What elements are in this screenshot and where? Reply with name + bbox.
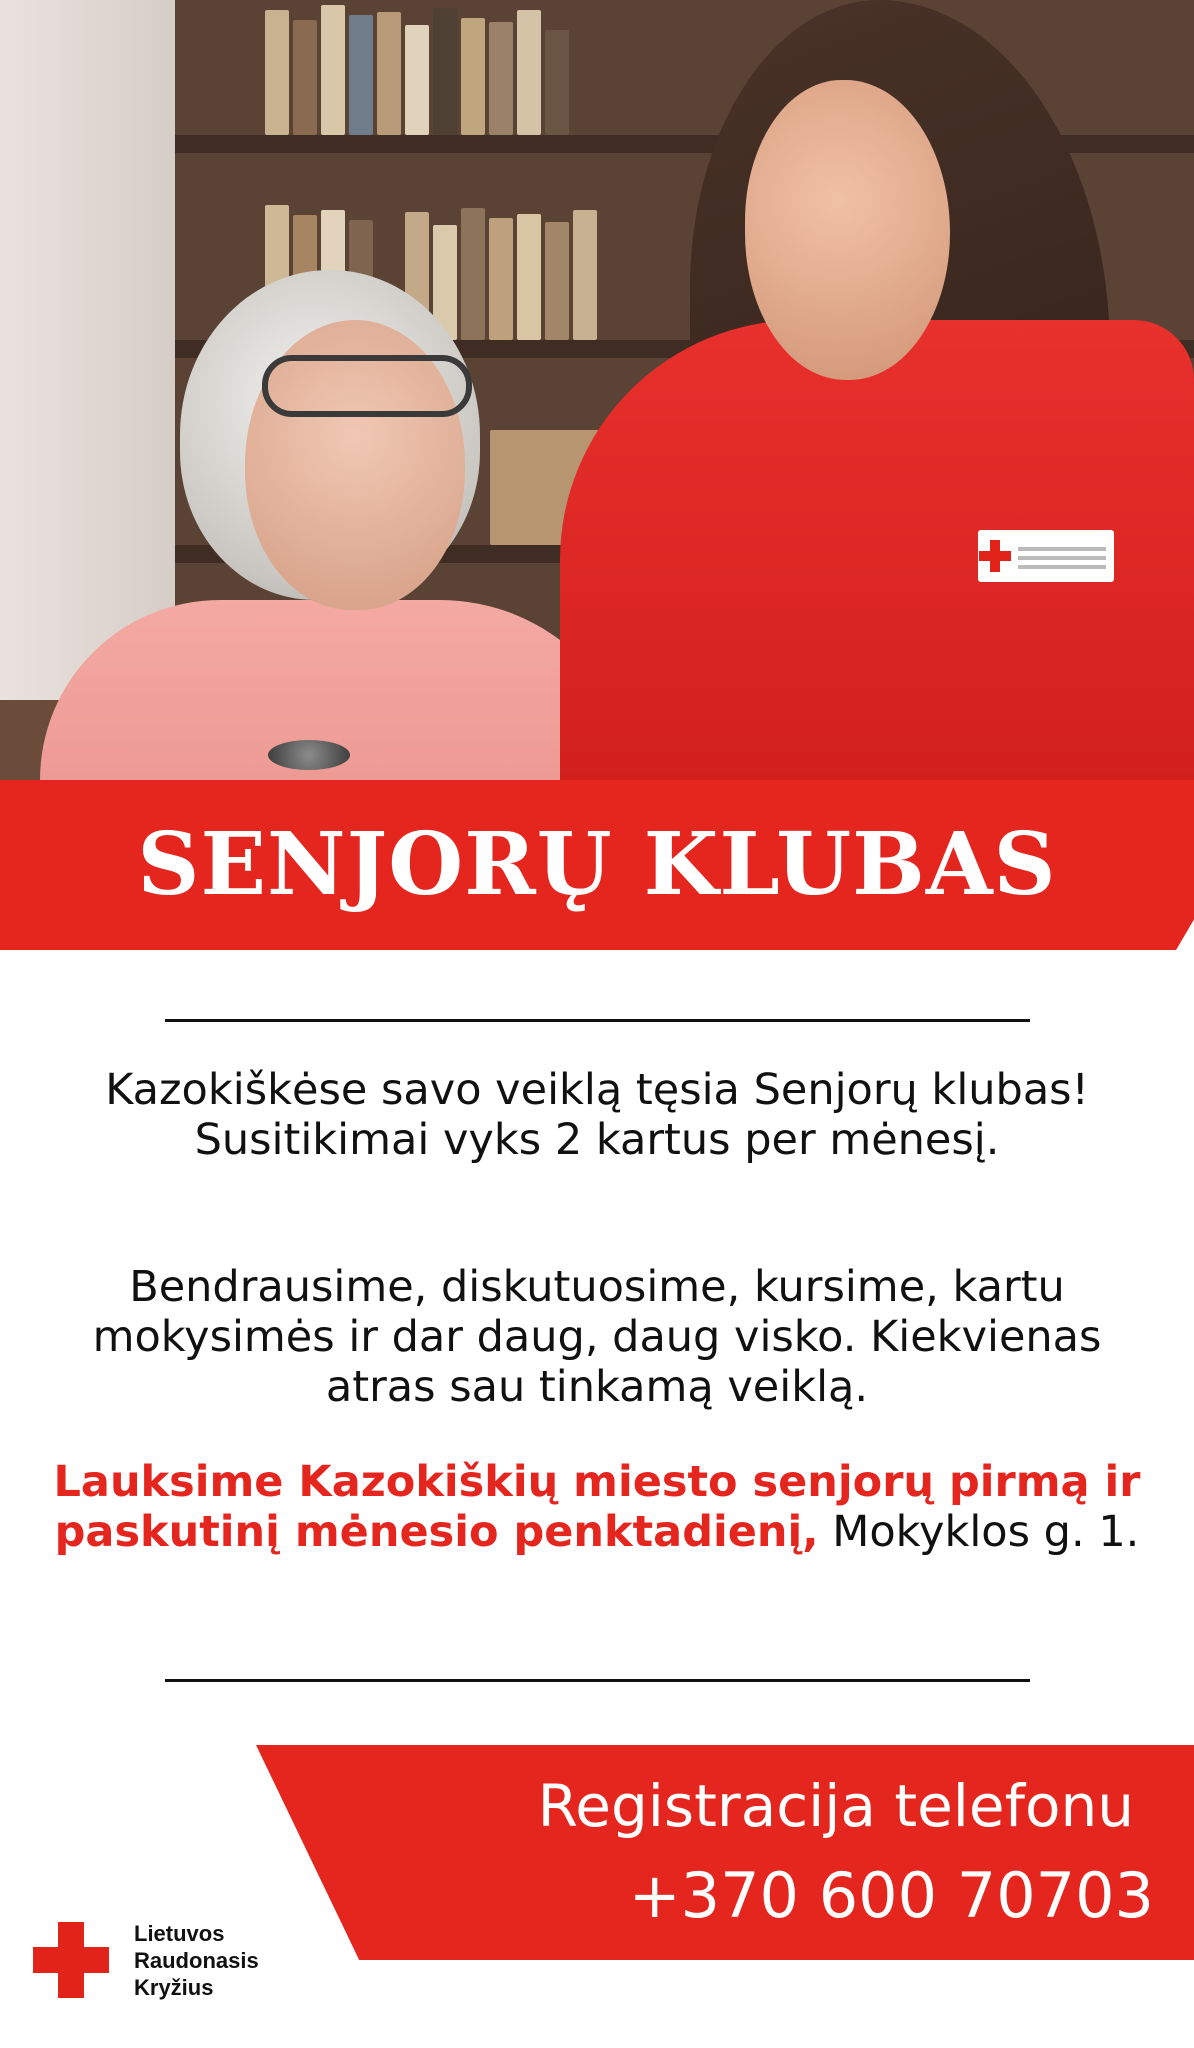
book <box>349 15 373 135</box>
registration-phone[interactable]: +370 600 70703 <box>628 1859 1154 1932</box>
book <box>293 20 317 135</box>
book <box>517 10 541 135</box>
book <box>489 22 513 135</box>
book <box>265 10 289 135</box>
book <box>405 25 429 135</box>
invitation-paragraph <box>40 1457 1154 1557</box>
book <box>489 218 513 340</box>
logo-line-1: Lietuvos <box>134 1921 225 1946</box>
activities-paragraph: Bendrausime, diskutuosime, kursime, kartu mokysimės ir dar daug, daug visko. Kiekvienas atras sau tinkamą veiklą. <box>92 1262 1102 1412</box>
intro-paragraph: Kazokiškėse savo veiklą tęsia Senjorų klubas! Susitikimai vyks 2 kartus per mėnesį. <box>105 1065 1089 1165</box>
registration-label: Registracija telefonu <box>537 1772 1134 1840</box>
book <box>433 8 457 135</box>
book <box>461 18 485 135</box>
red-cross-icon <box>979 551 1011 561</box>
book <box>545 30 569 135</box>
red-cross-icon <box>33 1947 109 1973</box>
red-cross-logo <box>32 1918 292 2010</box>
book <box>377 12 401 135</box>
book <box>461 208 485 340</box>
glasses <box>262 355 472 417</box>
logo-line-2: Raudonasis <box>134 1948 259 1973</box>
book <box>517 214 541 340</box>
book <box>545 222 569 340</box>
divider-bottom <box>165 1679 1030 1682</box>
brooch <box>268 740 350 770</box>
page-title: SENJORŲ KLUBAS <box>137 814 1057 915</box>
book <box>321 5 345 135</box>
volunteer-face <box>745 80 950 380</box>
book <box>573 210 597 340</box>
invitation-highlight: Lauksime Kazokiškių miesto senjorų pirmą ir paskutinį mėnesio penktadienį, <box>53 1457 1141 1557</box>
divider-top <box>165 1019 1030 1022</box>
logo-line-3: Kryžius <box>134 1975 214 2000</box>
logo-text <box>134 1920 294 2001</box>
badge-text-lines <box>1018 547 1106 551</box>
invitation-address: Mokyklos g. 1. <box>818 1507 1140 1557</box>
hero-photo <box>0 0 1194 800</box>
